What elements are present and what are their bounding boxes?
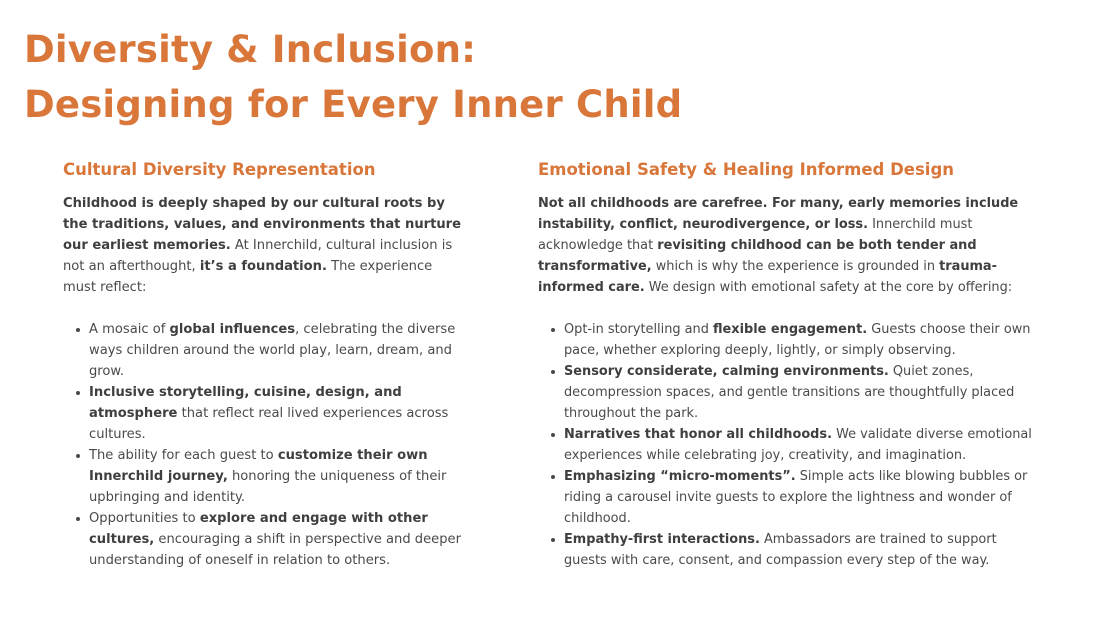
intro-bold-text: trauma-informed care. [538,259,997,295]
section-intro [63,193,468,298]
intro-bold-text: Childhood is deeply shaped by our cultural roots by the traditions, values, and environments that nurture our earliest memories. [63,196,462,253]
list-item: Opportunities to explore and engage with other cultures, encouraging a shift in perspective and deeper understanding of oneself in relation to others. [89,508,468,571]
bullet-list [63,319,468,571]
intro-text: Innerchild must acknowledge that [538,217,973,253]
bullet-list [538,319,1038,571]
intro-bold-text: it’s a foundation. [199,259,327,274]
list-item: Empathy-first interactions. Ambassadors are trained to support guests with care, consent, and compassion every step of the way. [564,529,1038,571]
title-line-1: Diversity & Inclusion: [24,28,477,71]
intro-text: which is why the experience is grounded in [651,259,940,274]
list-item: Inclusive storytelling, cuisine, design, and atmosphere that reflect real lived experiences across cultures. [89,382,468,445]
emotional-safety-section [538,157,1038,571]
intro-text: The experience must reflect: [63,259,433,295]
intro-bold-text: Not all childhoods are carefree. For many, early memories include instability, conflict, neurodivergence, or loss. [538,196,1019,232]
list-item: A mosaic of global influences, celebrating the diverse ways children around the world play, learn, dream, and grow. [89,319,468,382]
list-item: Narratives that honor all childhoods. We validate diverse emotional experiences while celebrating joy, creativity, and imagination. [564,424,1038,466]
section-heading: Cultural Diversity Representation [63,160,376,179]
list-item: Emphasizing “micro-moments”. Simple acts like blowing bubbles or riding a carousel invite guests to explore the lightness and wonder of childhood. [564,466,1038,529]
list-item: Opt-in storytelling and flexible engagement. Guests choose their own pace, whether exploring deeply, lightly, or simply observing. [564,319,1038,361]
cultural-diversity-section [63,157,468,571]
section-intro [538,193,1038,298]
intro-text: We design with emotional safety at the core by offering: [644,280,1013,295]
section-heading: Emotional Safety & Healing Informed Design [538,160,955,179]
list-item: Sensory considerate, calming environments. Quiet zones, decompression spaces, and gentle transitions are thoughtfully placed throughout the park. [564,361,1038,424]
intro-text: At Innerchild, cultural inclusion is not an afterthought, [63,238,453,274]
intro-bold-text: revisiting childhood can be both tender and transformative, [538,238,977,274]
page-title [24,22,682,132]
title-line-2: Designing for Every Inner Child [24,83,683,126]
list-item: The ability for each guest to customize their own Innerchild journey, honoring the uniqueness of their upbringing and identity. [89,445,468,508]
